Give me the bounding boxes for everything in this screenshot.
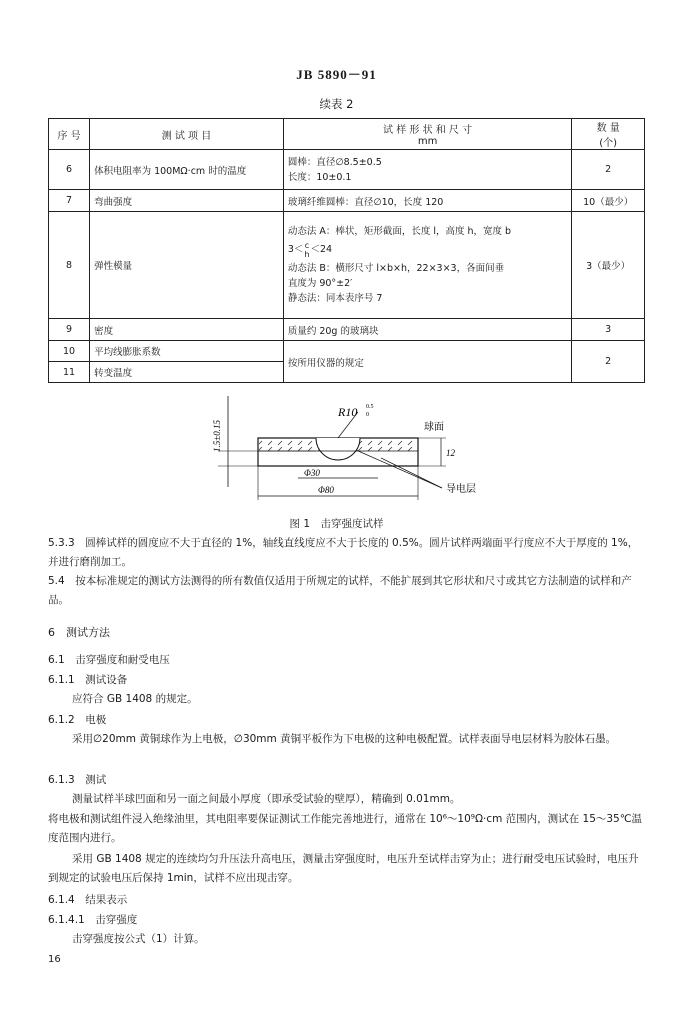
- row-qty: 3（最少）: [572, 212, 645, 319]
- table-row: [49, 150, 645, 190]
- col-header-qty-unit: (个): [599, 138, 618, 149]
- row-spec-line: 直度为 90°±2′: [287, 278, 353, 289]
- section-6-1-3-title: 6.1.3 测试: [48, 774, 107, 786]
- col-header-spec-unit: mm: [417, 136, 438, 147]
- row-item: 密度: [90, 319, 284, 341]
- section-6-1-title: 6.1 击穿强度和耐受电压: [48, 654, 170, 666]
- col-header-spec-title: 试 样 形 状 和 尺 寸: [383, 125, 473, 136]
- section-6-1-1-title: 6.1.1 测试设备: [48, 674, 128, 686]
- col-header-spec: [283, 119, 572, 150]
- merged-qty: 2: [572, 341, 645, 383]
- table-row: [49, 190, 645, 212]
- row-number: 11: [49, 362, 90, 383]
- row-spec-line: 动态法 B：横形尺寸 l×b×h，22×3×3，各面间垂: [287, 263, 505, 274]
- hemisphere-recess: [316, 438, 360, 460]
- row-item: 弹性模量: [90, 212, 284, 319]
- row-number: 7: [49, 190, 90, 212]
- paragraph-5-4: 5.4 按本标准规定的测试方法测得的所有数值仅适用于所规定的试样，不能扩展到其它形状和尺寸或其它方法制造的试样和产品。: [48, 575, 632, 606]
- row-item: 弯曲强度: [90, 190, 284, 212]
- paragraph-5-3-3: 5.3.3 圆棒试样的圆度应不大于直径的 1%，轴线直线度应不大于长度的 0.5%。圆片试样两端面平行度应不大于厚度的 1%，并进行磨削加工。: [48, 537, 639, 568]
- radius-tol-lower: 0: [366, 412, 369, 418]
- dim-d30-label: Φ30: [304, 468, 320, 478]
- row-spec: 质量约 20g 的玻璃块: [283, 319, 572, 341]
- radius-label: R10: [338, 405, 358, 419]
- ratio-fraction: [304, 241, 309, 259]
- table-row: [49, 319, 645, 341]
- row-item: 平均线膨胀系数: [90, 341, 284, 362]
- dim-d80-label: Φ80: [318, 485, 334, 495]
- paragraph-6-1-1: 应符合 GB 1408 的规定。: [72, 693, 198, 705]
- row-number: 9: [49, 319, 90, 341]
- row-number: 10: [49, 341, 90, 362]
- thickness-dim-label: 1.5±0.15: [212, 420, 222, 452]
- row-spec: [283, 150, 572, 190]
- section-6-1-4-title: 6.1.4 结果表示: [48, 894, 128, 906]
- row-spec-line: 静态法：同本表序号 7: [287, 293, 383, 304]
- row-spec: [283, 212, 572, 319]
- row-number: 6: [49, 150, 90, 190]
- ratio-denominator: h: [304, 249, 310, 259]
- table-header-row: [49, 119, 645, 150]
- row-spec-line: 长度：10±0.1: [287, 171, 352, 183]
- paragraph-6-1-4-1: 击穿强度按公式（1）计算。: [72, 933, 205, 945]
- col-header-qty: [572, 119, 645, 150]
- breakdown-specimen-figure: [206, 392, 476, 512]
- table-caption: 续表 2: [319, 97, 354, 111]
- ball-surface-label: 球面: [424, 422, 444, 433]
- row-spec-line: 圆棒：直径∅8.5±0.5: [287, 156, 382, 168]
- paragraph-6-1-3-a: 测量试样半球凹面和另一面之间最小厚度（即承受试验的壁厚），精确到 0.01mm。: [72, 793, 461, 805]
- paragraph-6-1-3-b: 将电极和测试组件浸入绝缘油里，其电阻率要保证测试工作能完善地进行，通常在 10⁶～10⁹Ω·cm 范围内，测试在 15～35℃温度范围内进行。: [48, 813, 643, 844]
- section-6-title: 6 测试方法: [48, 626, 110, 639]
- row-number: 8: [49, 212, 90, 319]
- figure-caption: 图 1 击穿强度试样: [289, 518, 384, 530]
- row-qty: 2: [572, 150, 645, 190]
- row-spec-line: 动态法 A：棒状，矩形截面，长度 l，高度 h，宽度 b: [287, 226, 512, 237]
- row-qty: 10（最少）: [572, 190, 645, 212]
- merged-spec: 按所用仪器的规定: [283, 341, 572, 383]
- col-header-no: 序 号: [49, 119, 90, 150]
- paragraph-6-1-2: 采用∅20mm 黄铜球作为上电极，∅30mm 黄铜平板作为下电极的这种电极配置。试样表面导电层材料为胶体石墨。: [72, 733, 617, 745]
- ratio-post: ＜24: [310, 244, 333, 255]
- ratio-numerator: c: [304, 240, 310, 250]
- section-6-1-2-title: 6.1.2 电极: [48, 714, 107, 726]
- radius-tol-upper: 0.5: [366, 404, 374, 410]
- ratio-pre: 3＜: [287, 244, 304, 255]
- row-item: 体积电阻率为 100MΩ·cm 时的温度: [90, 150, 284, 190]
- row-item: 转变温度: [90, 362, 284, 383]
- test-items-table: [48, 118, 645, 383]
- dim-12-label: 12: [446, 448, 455, 458]
- row-qty: 3: [572, 319, 645, 341]
- standard-header: JB 5890－91: [296, 67, 377, 82]
- page-number: 16: [48, 954, 61, 965]
- electrode-label: 导电层: [446, 484, 476, 495]
- electrode-leader-2: [356, 450, 442, 488]
- col-header-item: 测 试 项 目: [90, 119, 284, 150]
- row-spec: 玻璃纤维圆棒：直径∅10，长度 120: [283, 190, 572, 212]
- ratio-line: [288, 239, 568, 261]
- section-6-1-4-1-title: 6.1.4.1 击穿强度: [48, 914, 138, 926]
- paragraph-6-1-3-c: 采用 GB 1408 规定的连续均匀升压法升高电压，测量击穿强度时，电压升至试样击穿为止；进行耐受电压试验时，电压升到规定的试验电压后保持 1min，试样不应出现击穿。: [48, 853, 639, 884]
- col-header-qty-title: 数 量: [596, 123, 620, 134]
- table-row: [49, 341, 645, 362]
- table-row: [49, 212, 645, 319]
- electrode-leader-1: [381, 458, 442, 488]
